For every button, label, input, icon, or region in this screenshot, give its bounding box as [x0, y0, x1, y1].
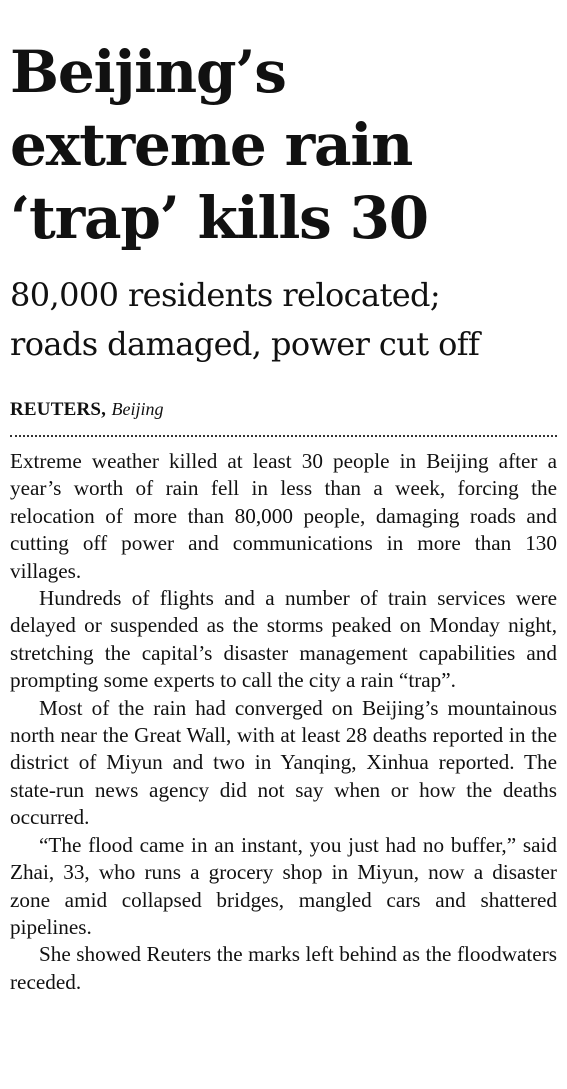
subheadline-line: 80,000 residents relocated; [10, 276, 441, 314]
headline-line: Beijing’s [10, 38, 286, 106]
body-paragraph: She showed Reuters the marks left behind as the floodwaters receded. [10, 942, 557, 994]
article-body [10, 448, 557, 996]
dotted-divider [10, 435, 557, 437]
byline-agency: REUTERS, [10, 399, 107, 420]
headline-line: extreme rain [10, 111, 413, 179]
body-paragraph: Hundreds of flights and a number of train services were delayed or suspended as the storms peaked on Monday night, stretching the capital’s disaster management capabilities and prompting some experts to call the city a rain “trap”. [10, 586, 557, 693]
body-paragraph: “The flood came in an instant, you just had no buffer,” said Zhai, 33, who runs a grocery shop in Miyun, now a disaster zone amid collapsed bridges, mangled cars and shattered pipelines. [10, 832, 557, 939]
headline-line: ‘trap’ kills 30 [10, 184, 428, 252]
byline [10, 398, 557, 421]
news-article [10, 0, 557, 996]
body-paragraph: Extreme weather killed at least 30 people in Beijing after a year’s worth of rain fell in less than a week, forcing the relocation of more than 80,000 people, damaging roads and cutting off power and communications in more than 130 villages. [10, 449, 557, 583]
byline-location: Beijing [111, 399, 164, 419]
subheadline [10, 271, 557, 369]
body-paragraph: Most of the rain had converged on Beijing’s mountainous north near the Great Wall, with at least 28 deaths reported in the district of Miyun and two in Yanqing, Xinhua reported. The state-run news agency did not say when or how the deaths occurred. [10, 695, 557, 830]
headline [10, 0, 557, 255]
subheadline-line: roads damaged, power cut off [10, 325, 480, 363]
